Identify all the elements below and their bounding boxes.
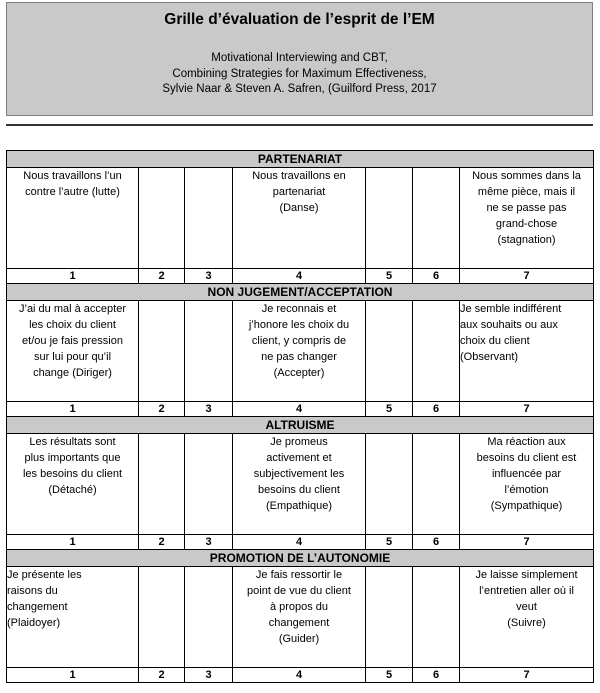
descriptor-line: subjectivement les <box>253 468 345 480</box>
scale-number: 1 <box>7 269 139 284</box>
scale-number: 5 <box>366 269 413 284</box>
descriptor-line: grand-chose <box>495 218 558 230</box>
rating-cell-empty <box>185 567 233 668</box>
descriptor-line: (Plaidoyer) <box>7 617 61 629</box>
separator-line <box>6 124 593 126</box>
rating-cell-empty <box>185 301 233 402</box>
subtitle-line: Sylvie Naar & Steven A. Safren, (Guilford Press, 2017 <box>162 83 437 95</box>
descriptor-line: l’émotion <box>504 484 549 496</box>
scale-number: 7 <box>460 668 594 683</box>
rating-cell-empty <box>185 434 233 535</box>
rating-cell-empty <box>366 301 413 402</box>
descriptor-line: les besoins du client <box>22 468 123 480</box>
rating-cell-empty <box>185 168 233 269</box>
scale-number: 4 <box>233 668 366 683</box>
section-title: NON JUGEMENT/ACCEPTATION <box>7 284 594 301</box>
scale-number: 3 <box>185 402 233 417</box>
descriptor-left <box>7 168 139 269</box>
descriptor-line: à propos du <box>269 601 329 613</box>
scale-number: 4 <box>233 535 366 550</box>
descriptor-middle <box>233 567 366 668</box>
scale-number: 1 <box>7 402 139 417</box>
document-subtitle <box>7 51 592 98</box>
section-title: PROMOTION DE L’AUTONOMIE <box>7 550 594 567</box>
descriptor-line: partenariat <box>272 186 326 198</box>
descriptor-line: influencée par <box>491 468 562 480</box>
descriptor-left <box>7 434 139 535</box>
descriptor-line: (Empathique) <box>265 500 333 512</box>
descriptor-line: changement <box>268 617 330 629</box>
descriptor-line: Je laisse simplement <box>475 569 578 581</box>
rating-cell-empty <box>413 168 460 269</box>
descriptor-line: besoins du client est <box>476 452 577 464</box>
descriptor-line: Nous travaillons en <box>252 170 346 182</box>
scale-number: 5 <box>366 535 413 550</box>
descriptor-middle <box>233 434 366 535</box>
scale-number: 6 <box>413 402 460 417</box>
rating-cell-empty <box>366 567 413 668</box>
descriptor-line: et/ou je fais pression <box>22 335 123 347</box>
rating-cell-empty <box>139 434 185 535</box>
descriptor-line: point de vue du client <box>247 585 351 597</box>
scale-number: 7 <box>460 535 594 550</box>
subtitle-line: Motivational Interviewing and CBT, <box>211 52 388 64</box>
descriptor-line: Je semble indifférent <box>460 303 562 315</box>
descriptor-line: choix du client <box>460 335 530 347</box>
scale-number: 6 <box>413 668 460 683</box>
descriptor-line: plus importants que <box>24 452 121 464</box>
rating-cell-empty <box>139 168 185 269</box>
scale-number: 7 <box>460 402 594 417</box>
scale-number: 5 <box>366 402 413 417</box>
descriptor-line: Je reconnais et <box>261 303 337 315</box>
descriptor-line: client, y compris de <box>251 335 347 347</box>
descriptor-line: change (Diriger) <box>33 367 112 379</box>
descriptor-line: ne se passe pas <box>486 202 567 214</box>
scale-number: 2 <box>139 402 185 417</box>
section-title: PARTENARIAT <box>7 151 594 168</box>
descriptor-line: Nous sommes dans la <box>472 170 581 182</box>
scale-number: 5 <box>366 668 413 683</box>
descriptor-line: ne pas changer <box>261 351 337 363</box>
descriptor-middle <box>233 301 366 402</box>
descriptor-line: besoins du client <box>258 484 340 496</box>
scale-number: 6 <box>413 535 460 550</box>
descriptor-line: changement <box>7 601 68 613</box>
scale-number: 6 <box>413 269 460 284</box>
scale-number: 7 <box>460 269 594 284</box>
descriptor-line: Les résultats sont <box>29 436 116 448</box>
descriptor-line: Nous travaillons l’un <box>23 170 122 182</box>
descriptor-right <box>460 567 594 668</box>
descriptor-line: les choix du client <box>29 319 116 331</box>
scale-number: 4 <box>233 402 366 417</box>
descriptor-line: J’ai du mal à accepter <box>19 303 126 315</box>
descriptor-line: (Danse) <box>279 202 319 214</box>
descriptor-line: (Suivre) <box>507 617 546 629</box>
rating-cell-empty <box>413 434 460 535</box>
descriptor-line: Je fais ressortir le <box>255 569 343 581</box>
scale-number: 3 <box>185 668 233 683</box>
descriptor-line: Ma réaction aux <box>487 436 566 448</box>
descriptor-line: l’entretien aller où il <box>479 585 574 597</box>
descriptor-line: (Observant) <box>460 351 519 363</box>
section-title: ALTRUISME <box>7 417 594 434</box>
scale-number: 1 <box>7 668 139 683</box>
rating-cell-empty <box>413 301 460 402</box>
scale-number: 2 <box>139 668 185 683</box>
evaluation-grid <box>6 150 594 683</box>
document-header <box>6 2 593 116</box>
scale-number: 1 <box>7 535 139 550</box>
rating-cell-empty <box>139 567 185 668</box>
scale-number: 2 <box>139 269 185 284</box>
descriptor-right <box>460 301 594 402</box>
descriptor-left <box>7 567 139 668</box>
subtitle-line: Combining Strategies for Maximum Effectiveness, <box>172 67 427 80</box>
descriptor-line: Je promeus <box>270 436 328 448</box>
descriptor-line: sur lui pour qu’il <box>33 351 112 363</box>
descriptor-middle <box>233 168 366 269</box>
scale-number: 2 <box>139 535 185 550</box>
descriptor-line: veut <box>516 601 537 613</box>
descriptor-line: (Sympathique) <box>490 500 563 512</box>
rating-cell-empty <box>139 301 185 402</box>
descriptor-line: même pièce, mais il <box>477 186 576 198</box>
descriptor-line: aux souhaits ou aux <box>460 319 558 331</box>
descriptor-right <box>460 434 594 535</box>
rating-cell-empty <box>366 434 413 535</box>
descriptor-line: (Détaché) <box>48 484 97 496</box>
descriptor-line: contre l’autre (lutte) <box>25 186 120 198</box>
descriptor-line: (Guider) <box>278 633 320 645</box>
descriptor-line: (Accepter) <box>273 367 325 379</box>
descriptor-line: (stagnation) <box>497 234 556 246</box>
scale-number: 4 <box>233 269 366 284</box>
descriptor-line: Je présente les <box>7 569 82 581</box>
descriptor-line: activement et <box>266 452 332 464</box>
scale-number: 3 <box>185 269 233 284</box>
document-title: Grille d’évaluation de l’esprit de l’EM <box>164 11 435 28</box>
scale-number: 3 <box>185 535 233 550</box>
descriptor-right <box>460 168 594 269</box>
descriptor-left <box>7 301 139 402</box>
descriptor-line: raisons du <box>7 585 58 597</box>
rating-cell-empty <box>413 567 460 668</box>
rating-cell-empty <box>366 168 413 269</box>
descriptor-line: j’honore les choix du <box>248 319 350 331</box>
